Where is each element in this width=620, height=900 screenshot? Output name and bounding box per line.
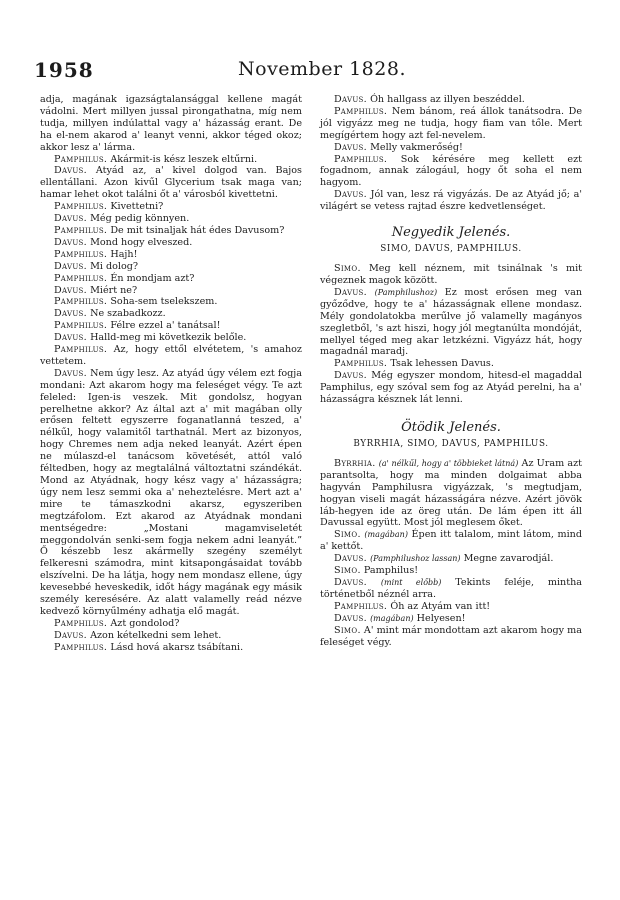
speaker-name: Pamphilus. [54, 224, 108, 236]
speaker-name: Davus. [54, 213, 87, 225]
speaker-name: Pamphilus. [334, 600, 388, 612]
line-text: Kivettetni? [110, 201, 164, 213]
dialogue-line [40, 213, 302, 225]
line-text: A' mint már mondottam azt akarom hogy ma feleséget végy. [320, 624, 582, 648]
speaker-name: Pamphilus. [54, 641, 108, 653]
dialogue-line [40, 630, 302, 642]
stage-direction: (mint előbb) [380, 578, 442, 587]
dialogue-line [320, 625, 582, 649]
speaker-name: Davus. [334, 94, 367, 105]
line-text: Az, hogy ettől elvétetem, 's amahoz vettetem. [40, 344, 302, 367]
dialogue-line [40, 368, 302, 618]
speaker-name: Pamphilus. [54, 272, 108, 284]
line-text: Ne szabadkozz. [90, 308, 166, 320]
speaker-name: Davus. [334, 553, 367, 565]
speaker-name: Simo. [334, 565, 361, 577]
speaker-name: Davus. [54, 260, 87, 272]
right-column [320, 94, 582, 648]
line-text: adja, magának igazságtalansággal kellene magát vádolni. Mert millyen jussal pirongathatna, míg nem tudja, millyen indúlattal vagy a' házasság erant. De ha el-nem akarod a' leanyt venni, akkor téged okoz; akkor lesz a' lárma. [40, 94, 302, 153]
speaker-name: Davus. [334, 141, 367, 153]
stage-direction: (magában) [370, 613, 414, 623]
line-text: Az Uram azt parantsolta, hogy ma minden dolgaimat abba hagyván Pamphilusra vigyázzak, 's megtudjam, hogyan viseli magát házasságára nézve. Azért jövök láb-hegyen ide az öreg után. De lám épen itt áll Davussal együtt. Most jól meglesem őket. [320, 457, 582, 529]
stage-direction: (magában) [364, 530, 408, 540]
speaker-name: Davus. [54, 165, 87, 177]
line-text: Félre ezzel a' tanátsal! [110, 320, 221, 332]
speaker-name: Pamphilus. [54, 248, 108, 260]
dialogue-line [320, 601, 582, 613]
speaker-name: Simo. [334, 624, 361, 636]
line-text: Sok kérésére meg kellett ezt fogadnom, annak zálogául, hogy őt soha el nem hagyom. [320, 153, 582, 189]
speaker-name: Pamphilus. [54, 320, 108, 332]
speaker-name: Pamphilus. [334, 153, 388, 165]
speaker-name: Davus. [334, 612, 367, 624]
line-text: Nem bánom, reá állok tanátsodra. De jól vigyázz meg ne tudja, hogy fiam van tőle. Mert megígértem hogy azt fel-nevelem. [320, 105, 582, 141]
scene-5-cast: BYRRHIA, SIMO, DAVUS, PAMPHILUS. [353, 438, 549, 449]
speaker-name: Pamphilus. [54, 617, 108, 629]
speaker-name: Davus. [54, 236, 87, 248]
line-text: Ez most erősen meg van győződve, hogy te a' házasságnak ellene mondasz. Mély gondolatokba merűlve jő valamelly magányos szegletből, 's azt hiszi, hogy jól megtanúlta mondóját, mellyel téged meg akar letzkézni. Vigyázz hát, hogy magadnál maradj. [320, 286, 582, 358]
stage-direction: (Pamphilushoz) [374, 287, 438, 297]
line-text: Halld-meg mi következik belőle. [90, 332, 247, 344]
dialogue-line [320, 106, 582, 142]
line-text: Nem úgy lesz. Az atyád úgy vélem ezt fogja mondani: Azt akarom hogy ma feleséget végy. Te azt feleled: Igen-is veszek. Mit gondolsz, hogyan perelhetne akkor? Az által azt a' mit magában olly erősen feltett egyszerre foganatlanná teszed, a' nélkűl, hogy valamitől tarthatnál. Mert az bizonyos, hogy Chremes nem adja neked leanyát. Azért épen ne múlaszd-el tanácsom követését, attól való féltedben, hogy az megtalálná változtatni szándékát. Mond az Atyádnak, hogy kész vagy a' házasságra; úgy nem lesz semmi oka a' neheztelésre. Mert azt a' mire te támaszkodni akarsz, egyszeriben megtzáfolom. Ezt akarod az Atyádnak mondani mentségedre: „Mostani magamviseletét meggondolván senki-sem fogja nekem adni leanyát.” Ő készebb lesz akármelly szegény személyt felkeresni számodra, mint kitsapongásaidat tovább elszívelni. De ha látja, hogy nem mondasz ellene, úgy kevesebbé heveskedik, időt hágy magának egy másik személy keresésére. Az alatt valamelly reád nézve kedvező környűlmény adhatja elő magát. [40, 367, 302, 617]
speaker-name: Davus. [54, 629, 87, 641]
line-text: Akármit-is kész leszek eltűrni. [110, 153, 258, 165]
line-text: Jól van, lesz rá vigyázás. De az Atyád jő; a' világért se vetess rajtad észre kedvetlenséget. [320, 189, 582, 213]
line-text: Én mondjam azt? [110, 272, 195, 284]
scene-5-title: Ötödik Jelenés. [401, 419, 501, 435]
dialogue-line [320, 370, 582, 406]
speaker-name: Pamphilus. [54, 153, 108, 165]
dialogue-line [320, 94, 582, 106]
dialogue-line [40, 249, 302, 261]
dialogue-line [40, 320, 302, 332]
line-text: Még pedig könnyen. [90, 213, 190, 225]
line-text: Hajh! [110, 248, 138, 260]
line-text: Meg kell néznem, mit tsinálnak 's mit végeznek magok között. [320, 263, 583, 286]
dialogue-line [320, 565, 582, 577]
left-column [40, 94, 302, 654]
speaker-name: Davus. [54, 308, 87, 320]
line-text: Melly vakmerőség! [370, 141, 463, 153]
line-text: De mit tsinaljak hát édes Davusom? [110, 224, 285, 236]
dialogue-line [40, 154, 302, 166]
dialogue-line [40, 94, 302, 154]
line-text: Helyesen! [416, 612, 466, 624]
dialogue-line [320, 458, 582, 529]
dialogue-line [40, 642, 302, 654]
dialogue-line [320, 529, 582, 553]
dialogue-line [320, 189, 582, 213]
line-text: Óh az Atyám van itt! [390, 600, 491, 612]
dialogue-line [320, 142, 582, 154]
page-header [0, 58, 620, 88]
speaker-name: Davus. [54, 367, 87, 379]
speaker-name: Simo. [334, 529, 361, 541]
page-number: 1958 [34, 58, 94, 82]
line-text: Tekints feléje, mintha történetből néznél arra. [320, 577, 582, 600]
speaker-name: Davus. [334, 286, 367, 298]
dialogue-line [40, 296, 302, 308]
line-text: Mond hogy elveszed. [90, 236, 193, 248]
speaker-name: Pamphilus. [334, 105, 388, 117]
line-text: Azon kételkedni sem lehet. [90, 629, 222, 641]
line-text: Soha-sem tselekszem. [110, 296, 218, 308]
scene-5-dialogue [320, 458, 582, 649]
dialogue-line [40, 237, 302, 249]
speaker-name: Byrrhia. [334, 457, 376, 469]
dialogue-line [320, 154, 582, 190]
line-text: Megne zavarodjál. [463, 553, 554, 565]
dialogue-line [320, 553, 582, 565]
speaker-name: Simo. [334, 263, 361, 275]
dialogue-line [320, 287, 582, 358]
dialogue-line [320, 263, 582, 287]
speaker-name: Pamphilus. [54, 344, 108, 356]
line-text: Óh hallgass az illyen beszéddel. [370, 94, 525, 105]
line-text: Mi dolog? [90, 260, 139, 272]
dialogue-line [320, 577, 582, 601]
stage-direction: (Pamphilushoz lassan) [370, 554, 461, 564]
stage-direction: (a' nélkűl, hogy a' többieket látná) [378, 458, 519, 468]
speaker-name: Davus. [54, 284, 87, 296]
line-text: Azt gondolod? [110, 617, 180, 629]
speaker-name: Davus. [334, 370, 367, 382]
speaker-name: Pamphilus. [54, 201, 108, 213]
speaker-name: Davus. [334, 577, 367, 588]
scene-4-title: Negyedik Jelenés. [391, 225, 511, 241]
running-title: November 1828. [238, 58, 406, 80]
dialogue-line [40, 165, 302, 201]
line-text: Miért ne? [90, 284, 138, 296]
speaker-name: Pamphilus. [334, 358, 388, 370]
speaker-name: Davus. [54, 332, 87, 344]
dialogue-line [40, 308, 302, 320]
dialogue-line [40, 332, 302, 344]
speaker-name: Davus. [334, 189, 367, 201]
dialogue-line [40, 285, 302, 297]
dialogue-line [40, 261, 302, 273]
line-text: Még egyszer mondom, hitesd-el magaddal Pamphilus, egy szóval sem fog az Atyád perelni, ha a' házasságra késznek lát lenni. [320, 370, 582, 406]
dialogue-line [40, 273, 302, 285]
dialogue-line [40, 344, 302, 368]
dialogue-line [40, 225, 302, 237]
line-text: Épen itt talalom, mint látom, mind a' kettőt. [320, 529, 582, 553]
line-text: Atyád az, a' kivel dolgod van. Bajos ellentállani. Azon kivűl Glycerium tsak maga van; hamar lehet okot találni őt a' városból kivettetni. [40, 165, 302, 201]
line-text: Tsak lehessen Davus. [390, 358, 494, 370]
scene-4-cast: SIMO, DAVUS, PAMPHILUS. [380, 244, 522, 255]
scene-4-dialogue [320, 263, 582, 406]
line-text: Lásd hová akarsz tsábítani. [110, 641, 244, 653]
line-text: Pamphilus! [363, 565, 419, 577]
speaker-name: Pamphilus. [54, 296, 108, 308]
dialogue-line [320, 358, 582, 370]
dialogue-line [40, 201, 302, 213]
dialogue-line [40, 618, 302, 630]
scene-3-continuation [320, 94, 582, 213]
dialogue-line [320, 613, 582, 625]
